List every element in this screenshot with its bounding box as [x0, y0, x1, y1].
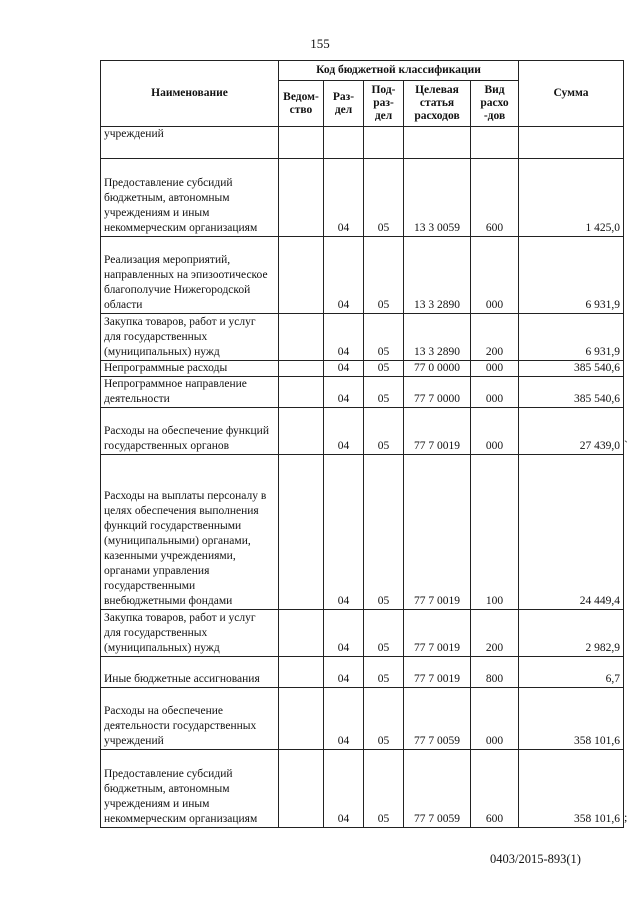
row-razdel: 04: [324, 377, 364, 408]
row-tselevaya-statya: 77 0 0000: [404, 361, 471, 377]
row-vid-raskhodov: 600: [471, 750, 519, 828]
row-name: Реализация мероприятий, направленных на эпизоотическое благополучие Нижегородской области: [101, 237, 279, 314]
row-summa: 1 425,0: [519, 159, 624, 237]
table-row: [101, 159, 624, 237]
table-row: [101, 408, 624, 455]
row-vid-raskhodov: 600: [471, 159, 519, 237]
row-vid-raskhodov: 000: [471, 377, 519, 408]
row-tselevaya-statya: 77 7 0019: [404, 455, 471, 610]
table-row: [101, 688, 624, 750]
row-razdel: 04: [324, 159, 364, 237]
row-podrazdel: 05: [364, 610, 404, 657]
row-tselevaya-statya: 77 7 0000: [404, 377, 471, 408]
row-podrazdel: 05: [364, 361, 404, 377]
row-podrazdel: 05: [364, 377, 404, 408]
header-classification-group: Код бюджетной классификации: [279, 61, 519, 81]
table-row: [101, 750, 624, 828]
row-razdel: 04: [324, 688, 364, 750]
row-summa: 358 101,6: [519, 688, 624, 750]
row-razdel: 04: [324, 361, 364, 377]
row-vedomstvo: [279, 361, 324, 377]
row-razdel: 04: [324, 610, 364, 657]
row-vedomstvo: [279, 688, 324, 750]
table-body: [101, 127, 624, 828]
continuation-name: учреждений: [101, 127, 279, 159]
header-summa: Сумма: [519, 61, 624, 127]
table-row: [101, 610, 624, 657]
row-vedomstvo: [279, 408, 324, 455]
row-tselevaya-statya: 13 3 2890: [404, 237, 471, 314]
row-summa: 27 439,0: [519, 408, 624, 455]
row-podrazdel: 05: [364, 750, 404, 828]
row-vid-raskhodov: 200: [471, 610, 519, 657]
row-tselevaya-statya: 77 7 0019: [404, 408, 471, 455]
header-tselevaya-statya: Целевая статья расходов: [404, 81, 471, 127]
row-vid-raskhodov: 200: [471, 314, 519, 361]
row-tselevaya-statya: 77 7 0019: [404, 657, 471, 688]
row-tselevaya-statya: 13 3 2890: [404, 314, 471, 361]
table-row: [101, 455, 624, 610]
page-number: 155: [310, 36, 330, 51]
table-row: [101, 237, 624, 314]
row-name: Предоставление субсидий бюджетным, автономным учреждениям и иным некоммерческим организациям: [101, 159, 279, 237]
document-code: 0403/2015-893(1): [490, 852, 581, 866]
row-name: Расходы на обеспечение функций государственных органов: [101, 408, 279, 455]
row-podrazdel: 05: [364, 455, 404, 610]
row-vedomstvo: [279, 657, 324, 688]
row-podrazdel: 05: [364, 688, 404, 750]
row-summa: 24 449,4: [519, 455, 624, 610]
row-razdel: 04: [324, 455, 364, 610]
row-vedomstvo: [279, 314, 324, 361]
row-summa: 2 982,9: [519, 610, 624, 657]
row-podrazdel: 05: [364, 314, 404, 361]
budget-table: [100, 60, 624, 828]
row-name: Непрограммные расходы: [101, 361, 279, 377]
row-summa: 385 540,6: [519, 361, 624, 377]
table-row: [101, 314, 624, 361]
row-razdel: 04: [324, 750, 364, 828]
row-vedomstvo: [279, 159, 324, 237]
header-podrazdel: Под-раз-дел: [364, 81, 404, 127]
row-tselevaya-statya: 77 7 0059: [404, 688, 471, 750]
table-row: [101, 377, 624, 408]
header-razdel: Раз-дел: [324, 81, 364, 127]
row-name: Расходы на обеспечение деятельности государственных учреждений: [101, 688, 279, 750]
row-vedomstvo: [279, 237, 324, 314]
continuation-row: [101, 127, 624, 159]
row-vedomstvo: [279, 377, 324, 408]
row-summa: 6 931,9: [519, 237, 624, 314]
table-row: [101, 361, 624, 377]
row-vedomstvo: [279, 750, 324, 828]
row-vid-raskhodov: 800: [471, 657, 519, 688]
row-name: Непрограммное направление деятельности: [101, 377, 279, 408]
row-razdel: 04: [324, 237, 364, 314]
header-vid-raskhodov: Вид расхо -дов: [471, 81, 519, 127]
row-name: Расходы на выплаты персоналу в целях обеспечения выполнения функций государственными (муниципальными) органами, казенными учреждениями, органами управления государственными внебюджетными фондами: [101, 455, 279, 610]
row-summa: 6 931,9: [519, 314, 624, 361]
row-vid-raskhodov: 000: [471, 408, 519, 455]
row-podrazdel: 05: [364, 408, 404, 455]
margin-semicolon: ;: [624, 810, 628, 824]
row-summa: 385 540,6: [519, 377, 624, 408]
row-name: Предоставление субсидий бюджетным, автономным учреждениям и иным некоммерческим организациям: [101, 750, 279, 828]
row-podrazdel: 05: [364, 657, 404, 688]
row-vedomstvo: [279, 610, 324, 657]
row-podrazdel: 05: [364, 159, 404, 237]
row-summa: 358 101,6: [519, 750, 624, 828]
margin-tick-mark: `: [624, 438, 628, 452]
row-vedomstvo: [279, 455, 324, 610]
row-podrazdel: 05: [364, 237, 404, 314]
row-vid-raskhodov: 000: [471, 361, 519, 377]
row-tselevaya-statya: 13 3 0059: [404, 159, 471, 237]
header-name: Наименование: [101, 61, 279, 127]
row-name: Иные бюджетные ассигнования: [101, 657, 279, 688]
row-razdel: 04: [324, 657, 364, 688]
row-vid-raskhodov: 000: [471, 237, 519, 314]
table-row: [101, 657, 624, 688]
row-tselevaya-statya: 77 7 0059: [404, 750, 471, 828]
row-name: Закупка товаров, работ и услуг для государственных (муниципальных) нужд: [101, 314, 279, 361]
row-vid-raskhodov: 000: [471, 688, 519, 750]
row-name: Закупка товаров, работ и услуг для государственных (муниципальных) нужд: [101, 610, 279, 657]
row-tselevaya-statya: 77 7 0019: [404, 610, 471, 657]
header-vedomstvo: Ведом-ство: [279, 81, 324, 127]
row-summa: 6,7: [519, 657, 624, 688]
row-razdel: 04: [324, 314, 364, 361]
row-razdel: 04: [324, 408, 364, 455]
row-vid-raskhodov: 100: [471, 455, 519, 610]
